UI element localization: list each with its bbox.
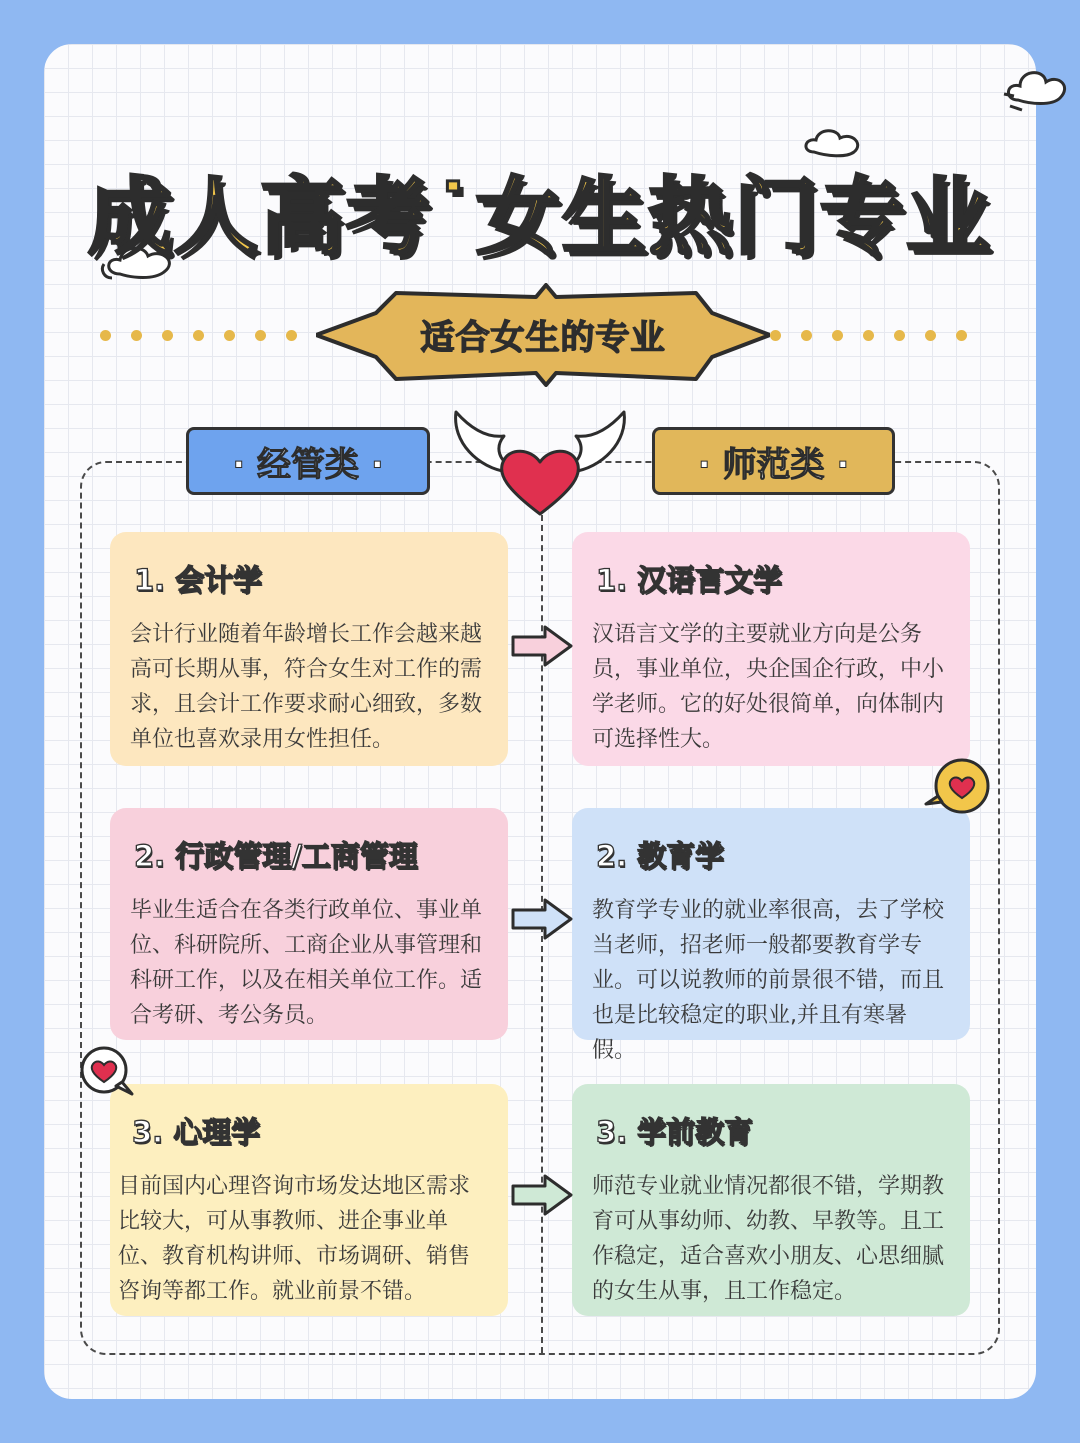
- major-title: 1. 汉语言文学: [596, 563, 783, 597]
- major-title: 1. 会计学: [134, 563, 263, 597]
- category-education: · 师范类 ·: [652, 427, 895, 495]
- major-card-preschool-education: [572, 1084, 970, 1316]
- major-title: 3. 学前教育: [596, 1115, 754, 1149]
- major-description: 目前国内心理咨询市场发达地区需求比较大，可从事教师、进企事业单位、教育机构讲师、市场调研、销售咨询等都工作。就业前景不错。: [118, 1174, 471, 1304]
- major-title: 3. 心理学: [132, 1115, 261, 1149]
- major-card-psychology: [110, 1084, 508, 1316]
- major-title: 2. 行政管理/工商管理: [134, 839, 418, 873]
- arrow-right-icon: [511, 898, 573, 940]
- major-title: 2. 教育学: [596, 839, 725, 873]
- dotted-divider-right: [770, 330, 967, 341]
- page-title: 成人高考˙女生热门专业: [87, 168, 992, 266]
- major-card-chinese-literature: [572, 532, 970, 766]
- heart-bubble-icon: [924, 756, 994, 818]
- category-business-management: · 经管类 ·: [186, 427, 430, 495]
- major-card-education: [572, 808, 970, 1063]
- cloud-icon: [1000, 62, 1080, 122]
- major-card-administration: [110, 808, 508, 1040]
- major-description: 汉语言文学的主要就业方向是公务员，事业单位，央企国企行政，中小学老师。它的好处很简单，向体制内可选择性大。: [592, 622, 945, 752]
- major-description: 会计行业随着年龄增长工作会越来越高可长期从事，符合女生对工作的需求，且会计工作要求耐心细致，多数单位也喜欢录用女性担任。: [130, 622, 483, 752]
- major-description: 教育学专业的就业率很高，去了学校当老师，招老师一般都要教育学专业。可以说教师的前景很不错，而且也是比较稳定的职业,并且有寒暑假。: [592, 898, 945, 1063]
- arrow-right-icon: [511, 1174, 573, 1216]
- heart-wings-icon: [448, 408, 632, 520]
- arrow-right-icon: [511, 625, 573, 667]
- major-description: 师范专业就业情况都很不错，学期教育可从事幼师、幼教、早教等。且工作稳定，适合喜欢小朋友、心思细腻的女生从事，且工作稳定。: [592, 1174, 945, 1304]
- ribbon-label: 适合女生的专业: [420, 318, 666, 358]
- heart-bubble-icon: [76, 1046, 136, 1098]
- major-card-accounting: [110, 532, 508, 766]
- dotted-divider-left: [100, 330, 297, 341]
- major-description: 毕业生适合在各类行政单位、事业单位、科研院所、工商企业从事管理和科研工作，以及在相关单位工作。适合考研、考公务员。: [130, 898, 483, 1028]
